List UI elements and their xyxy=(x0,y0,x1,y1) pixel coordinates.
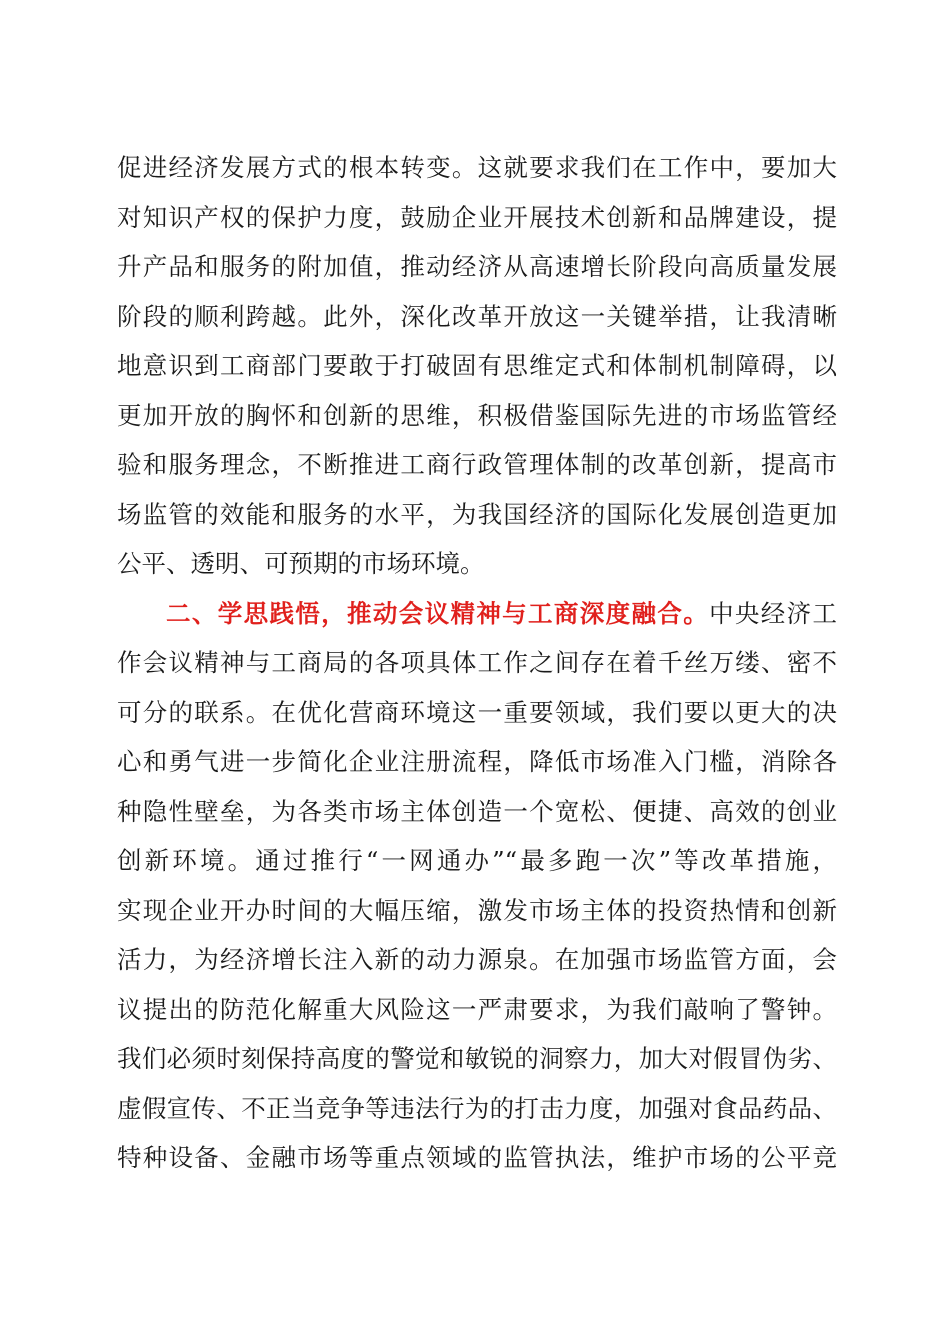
document-body xyxy=(117,143,837,1183)
text-line: 对知识产权的保护力度，鼓励企业开展技术创新和品牌建设，提 xyxy=(117,202,837,232)
text-line: 作会议精神与工商局的各项具体工作之间存在着千丝万缕、密不 xyxy=(117,648,837,677)
text-line: 心和勇气进一步简化企业注册流程，降低市场准入门槛，消除各 xyxy=(117,747,837,776)
text-line: 促进经济发展方式的根本转变。这就要求我们在工作中，要加大 xyxy=(117,153,837,182)
text-line: 升产品和服务的附加值，推动经济从高速增长阶段向高质量发展 xyxy=(117,252,837,281)
text-line: 场监管的效能和服务的水平，为我国经济的国际化发展创造更加 xyxy=(117,499,837,529)
text-line: 我们必须时刻保持高度的警觉和敏锐的洞察力，加大对假冒伪劣、 xyxy=(117,1044,837,1073)
text-line: 可分的联系。在优化营商环境这一重要领域，我们要以更大的决 xyxy=(117,697,837,727)
text-line: 验和服务理念，不断推进工商行政管理体制的改革创新，提高市 xyxy=(117,450,837,479)
text-line: 地意识到工商部门要敢于打破固有思维定式和体制机制障碍，以 xyxy=(117,351,837,380)
heading-line-rest: 中央经济工 xyxy=(709,598,837,628)
paragraph-1 xyxy=(117,143,837,589)
text-line: 更加开放的胸怀和创新的思维，积极借鉴国际先进的市场监管经 xyxy=(117,400,837,430)
text-line: 实现企业开办时间的大幅压缩，激发市场主体的投资热情和创新 xyxy=(117,895,837,925)
text-line: 活力，为经济增长注入新的动力源泉。在加强市场监管方面，会 xyxy=(117,945,837,974)
text-line: 创新环境。通过推行“一网通办”“最多跑一次”等改革措施， xyxy=(117,846,837,875)
text-line: 阶段的顺利跨越。此外，深化改革开放这一关键举措，让我清晰 xyxy=(117,301,837,331)
text-line: 虚假宣传、不正当竞争等违法行为的打击力度，加强对食品药品、 xyxy=(117,1093,837,1123)
text-line: 议提出的防范化解重大风险这一严肃要求，为我们敲响了警钟。 xyxy=(117,994,837,1024)
text-line: 特种设备、金融市场等重点领域的监管执法，维护市场的公平竞 xyxy=(117,1143,837,1172)
section-heading: 二、学思践悟，推动会议精神与工商深度融合。 xyxy=(166,598,710,628)
text-line: 公平、透明、可预期的市场环境。 xyxy=(117,549,485,578)
paragraph-2 xyxy=(117,589,837,1183)
text-line xyxy=(117,589,837,639)
text-line: 种隐性壁垒，为各类市场主体创造一个宽松、便捷、高效的创业 xyxy=(117,796,837,826)
